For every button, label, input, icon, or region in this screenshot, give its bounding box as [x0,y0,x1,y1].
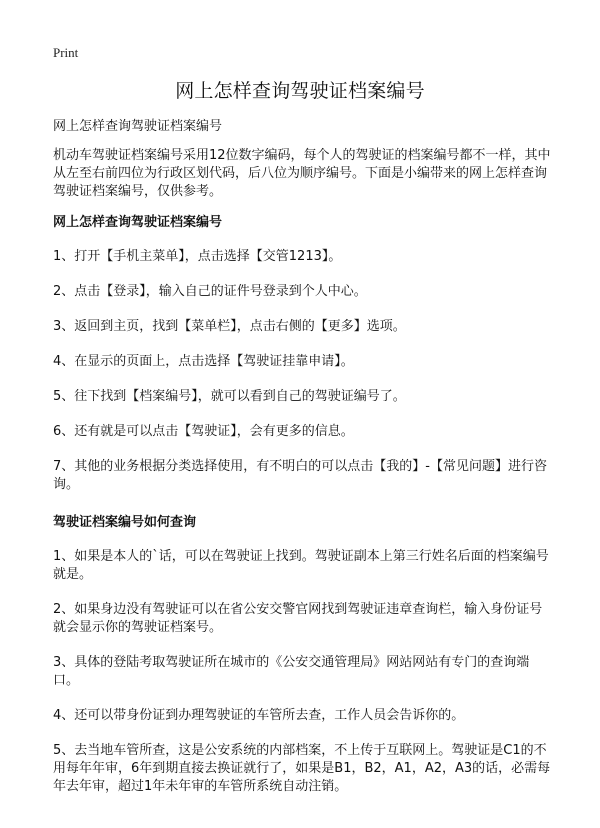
page-title: 网上怎样查询驾驶证档案编号 [175,80,425,102]
article-subtitle: 网上怎样查询驾驶证档案编号 [53,119,223,134]
article-body [53,118,553,813]
list-item: 4、还可以带身份证到办理驾驶证的车管所去查，工作人员会告诉你的。 [53,708,465,723]
intro-paragraph: 机动车驾驶证档案编号采用12位数字编码，每个人的驾驶证的档案编号都不一样，其中从左至右前四位为行政区划代码，后八位为顺序编号。下面是小编带来的网上怎样查询驾驶证档案编号，仅供参考。 [53,148,551,199]
list-item: 1、如果是本人的`话，可以在驾驶证上找到。驾驶证副本上第三行姓名后面的档案编号就是。 [53,549,549,582]
list-item: 5、去当地车管所查，这是公安系统的内部档案，不上传于互联网上。驾驶证是C1的不用每年年审，6年到期直接去换证就行了，如果是B1，B2，A1，A2，A3的话，必需每年去年审，超过1年未年审的车管所系统自动注销。 [53,743,551,794]
list-item: 2、如果身边没有驾驶证可以在省公安交警官网找到驾驶证违章查询栏，输入身份证号就会显示你的驾驶证档案号。 [53,602,543,635]
step-item: 4、在显示的页面上，点击选择【驾驶证挂靠申请】。 [53,354,354,369]
step-item: 5、往下找到【档案编号】，就可以看到自己的驾驶证编号了。 [53,389,406,404]
section-heading: 驾驶证档案编号如何查询 [53,515,197,530]
step-item: 6、还有就是可以点击【驾驶证】，会有更多的信息。 [53,424,354,439]
print-link[interactable]: Print [53,45,79,60]
step-item: 1、打开【手机主菜单】，点击选择【交管1213】。 [53,249,342,264]
list-item: 3、具体的登陆考取驾驶证所在城市的《公安交通管理局》网站网站有专门的查询端口。 [53,655,530,688]
step-item: 2、点击【登录】，输入自己的证件号登录到个人中心。 [53,284,367,299]
section-heading: 网上怎样查询驾驶证档案编号 [53,215,223,230]
step-item: 3、返回到主页，找到【菜单栏】，点击右侧的【更多】选项。 [53,319,406,334]
step-item: 7、其他的业务根据分类选择使用，有不明白的可以点击【我的】-【常见问题】进行咨询。 [53,459,547,492]
